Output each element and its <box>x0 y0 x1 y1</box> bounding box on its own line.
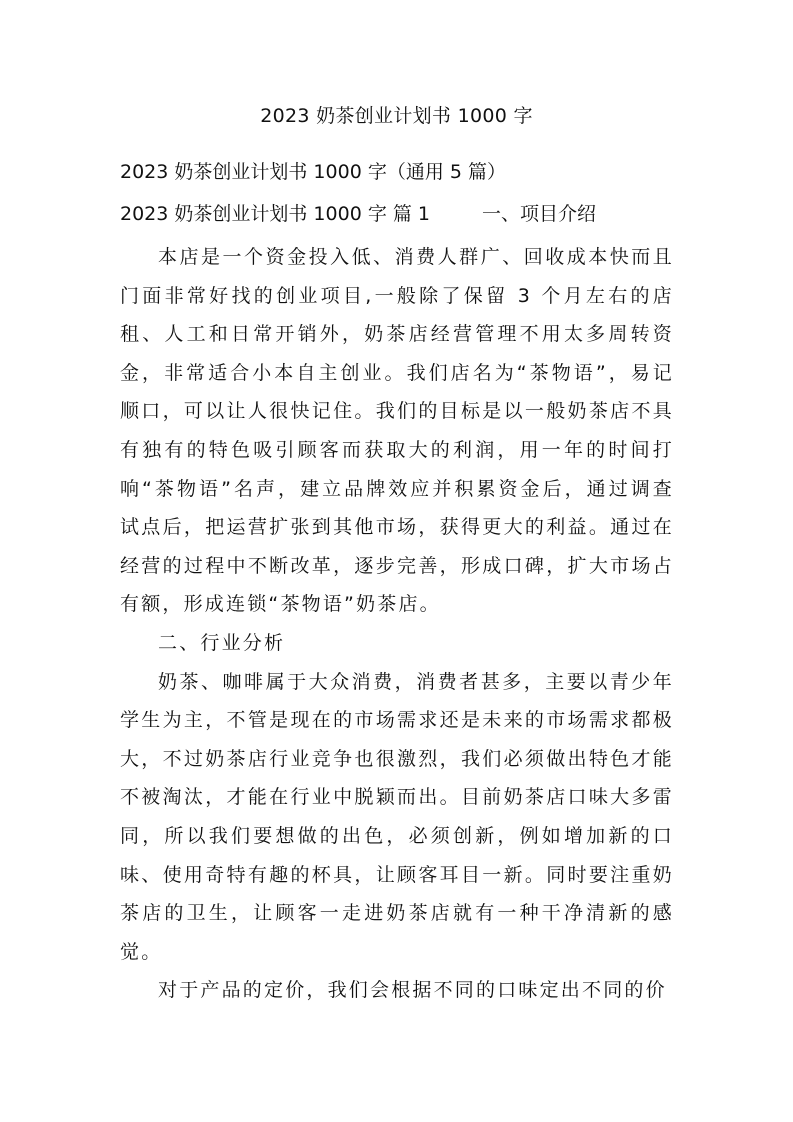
section-heading-industry-analysis: 二、行业分析 <box>158 631 286 654</box>
paragraph-project-intro: 本店是一个资金投入低、消费人群广、回收成本快而且门面非常好找的创业项目,一般除了保留 3 个月左右的店租、人工和日常开销外，奶茶店经营管理不用太多周转资金，非常适合小本自主创业。我们店名为“茶物语”，易记顺口，可以让人很快记住。我们的目标是以一般奶茶店不具有独有的特色吸引顾客而获取大的利润，用一年的时间打响“茶物语”名声，建立品牌效应并积累资金后，通过调查试点后，把运营扩张到其他市场，获得更大的利益。通过在经营的过程中不断改革，逐步完善，形成口碑，扩大市场占有额，形成连锁“茶物语”奶茶店。 <box>120 246 674 616</box>
document-title: 2023 奶茶创业计划书 1000 字 <box>260 105 533 127</box>
document-subtitle: 2023 奶茶创业计划书 1000 字（通用 5 篇） <box>120 161 506 183</box>
piece-heading-line <box>120 199 596 229</box>
section-heading-project-intro: 一、项目介绍 <box>482 203 597 225</box>
piece-heading: 2023 奶茶创业计划书 1000 字 篇 1 <box>120 203 430 225</box>
paragraph-industry-analysis: 奶茶、咖啡属于大众消费，消费者甚多，主要以青少年学生为主，不管是现在的市场需求还是未来的市场需求都极大，不过奶茶店行业竞争也很激烈，我们必须做出特色才能不被淘汰，才能在行业中脱颖而出。目前奶茶店口味大多雷同，所以我们要想做的出色，必须创新，例如增加新的口味、使用奇特有趣的杯具，让顾客耳目一新。同时要注重奶茶店的卫生，让顾客一走进奶茶店就有一种干净清新的感觉。 <box>120 670 674 963</box>
body-text <box>120 238 674 1010</box>
paragraph-pricing: 对于产品的定价，我们会根据不同的口味定出不同的价 <box>158 979 667 1002</box>
